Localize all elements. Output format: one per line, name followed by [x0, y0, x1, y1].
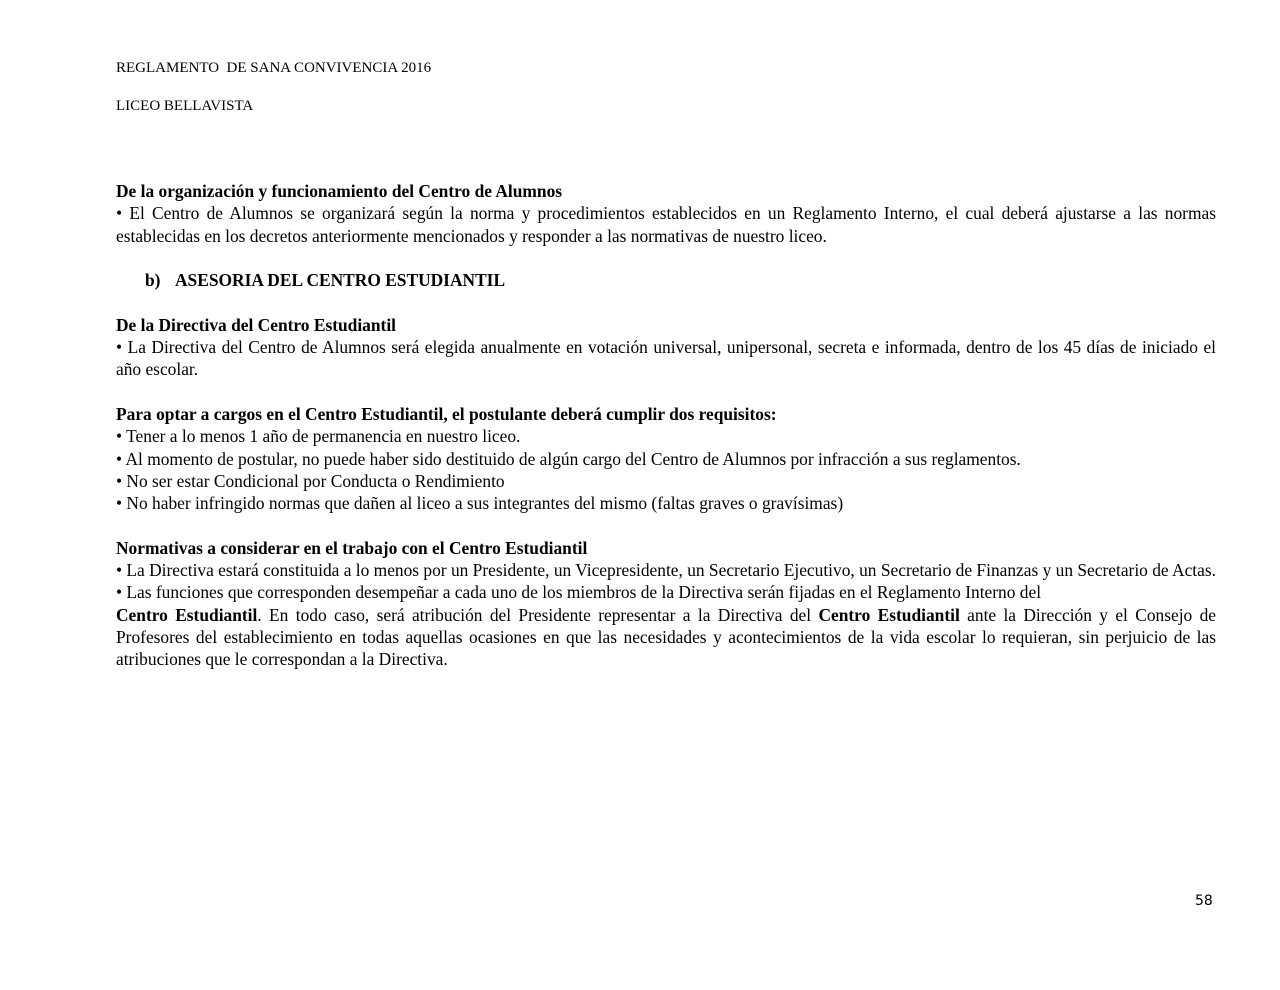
section-organizacion — [116, 180, 1216, 247]
list-item: • La Directiva estará constituida a lo menos por un Presidente, un Vicepresidente, un Secretario Ejecutivo, un Secretario de Finanzas y un Secretario de Actas. — [116, 560, 1216, 581]
paragraph-text: . En todo caso, será atribución del Presidente representar a la Directiva del — [257, 604, 819, 625]
subsection-title-text: ASESORIA DEL CENTRO ESTUDIANTIL — [175, 270, 506, 291]
page-number: 58 — [1195, 893, 1213, 909]
list-item-continuation — [116, 604, 1216, 671]
section-heading: Para optar a cargos en el Centro Estudiantil, el postulante deberá cumplir dos requisitos: — [116, 403, 777, 424]
spacer — [116, 514, 1216, 536]
list-item: • Tener a lo menos 1 año de permanencia en nuestro liceo. — [116, 426, 521, 447]
section-heading: Normativas a considerar en el trabajo con el Centro Estudiantil — [116, 537, 588, 558]
document-body — [116, 180, 1216, 671]
list-item: • No ser estar Condicional por Conducta o Rendimiento — [116, 470, 505, 491]
emphasis-centro-estudiantil: Centro Estudiantil — [818, 604, 960, 625]
list-item: • No haber infringido normas que dañen al liceo a sus integrantes del mismo (faltas graves o gravísimas) — [116, 493, 844, 514]
subsection-title-asesoria — [116, 269, 1216, 291]
list-item: • Al momento de postular, no puede haber sido destituido de algún cargo del Centro de Alumnos por infracción a sus reglamentos. — [116, 448, 1021, 469]
spacer — [116, 291, 1216, 313]
section-heading: De la organización y funcionamiento del Centro de Alumnos — [116, 181, 563, 201]
spacer — [116, 381, 1216, 403]
list-marker: b) — [145, 270, 161, 291]
section-directiva — [116, 314, 1216, 381]
section-paragraph: • El Centro de Alumnos se organizará según la norma y procedimientos establecidos en un Reglamento Interno, el cual deberá ajustarse a las normas establecidas en los decretos anteriormente mencionados y responder a las normativas de nuestro liceo. — [116, 203, 1216, 246]
section-heading: De la Directiva del Centro Estudiantil — [116, 314, 397, 335]
emphasis-centro-estudiantil: Centro Estudiantil — [116, 604, 258, 625]
document-header-school: LICEO BELLAVISTA — [116, 98, 254, 114]
section-normativas — [116, 537, 1216, 671]
section-requisitos — [116, 403, 1216, 514]
spacer — [116, 247, 1216, 269]
section-paragraph: • La Directiva del Centro de Alumnos será elegida anualmente en votación universal, unipersonal, secreta e informada, dentro de los 45 días de iniciado el año escolar. — [116, 337, 1216, 380]
paragraph-text: ante la Dirección y el Consejo de Profesores del establecimiento en todas aquellas ocasiones en que las necesidades y acontecimientos de la vida escolar lo requieran, sin perjuicio de las atribuciones que le correspondan a la Directiva. — [116, 604, 1217, 670]
document-header-title: REGLAMENTO DE SANA CONVIVENCIA 2016 — [116, 60, 432, 76]
list-item-intro: • Las funciones que corresponden desempeñar a cada uno de los miembros de la Directiva serán fijadas en el Reglamento Interno del — [116, 582, 1042, 603]
